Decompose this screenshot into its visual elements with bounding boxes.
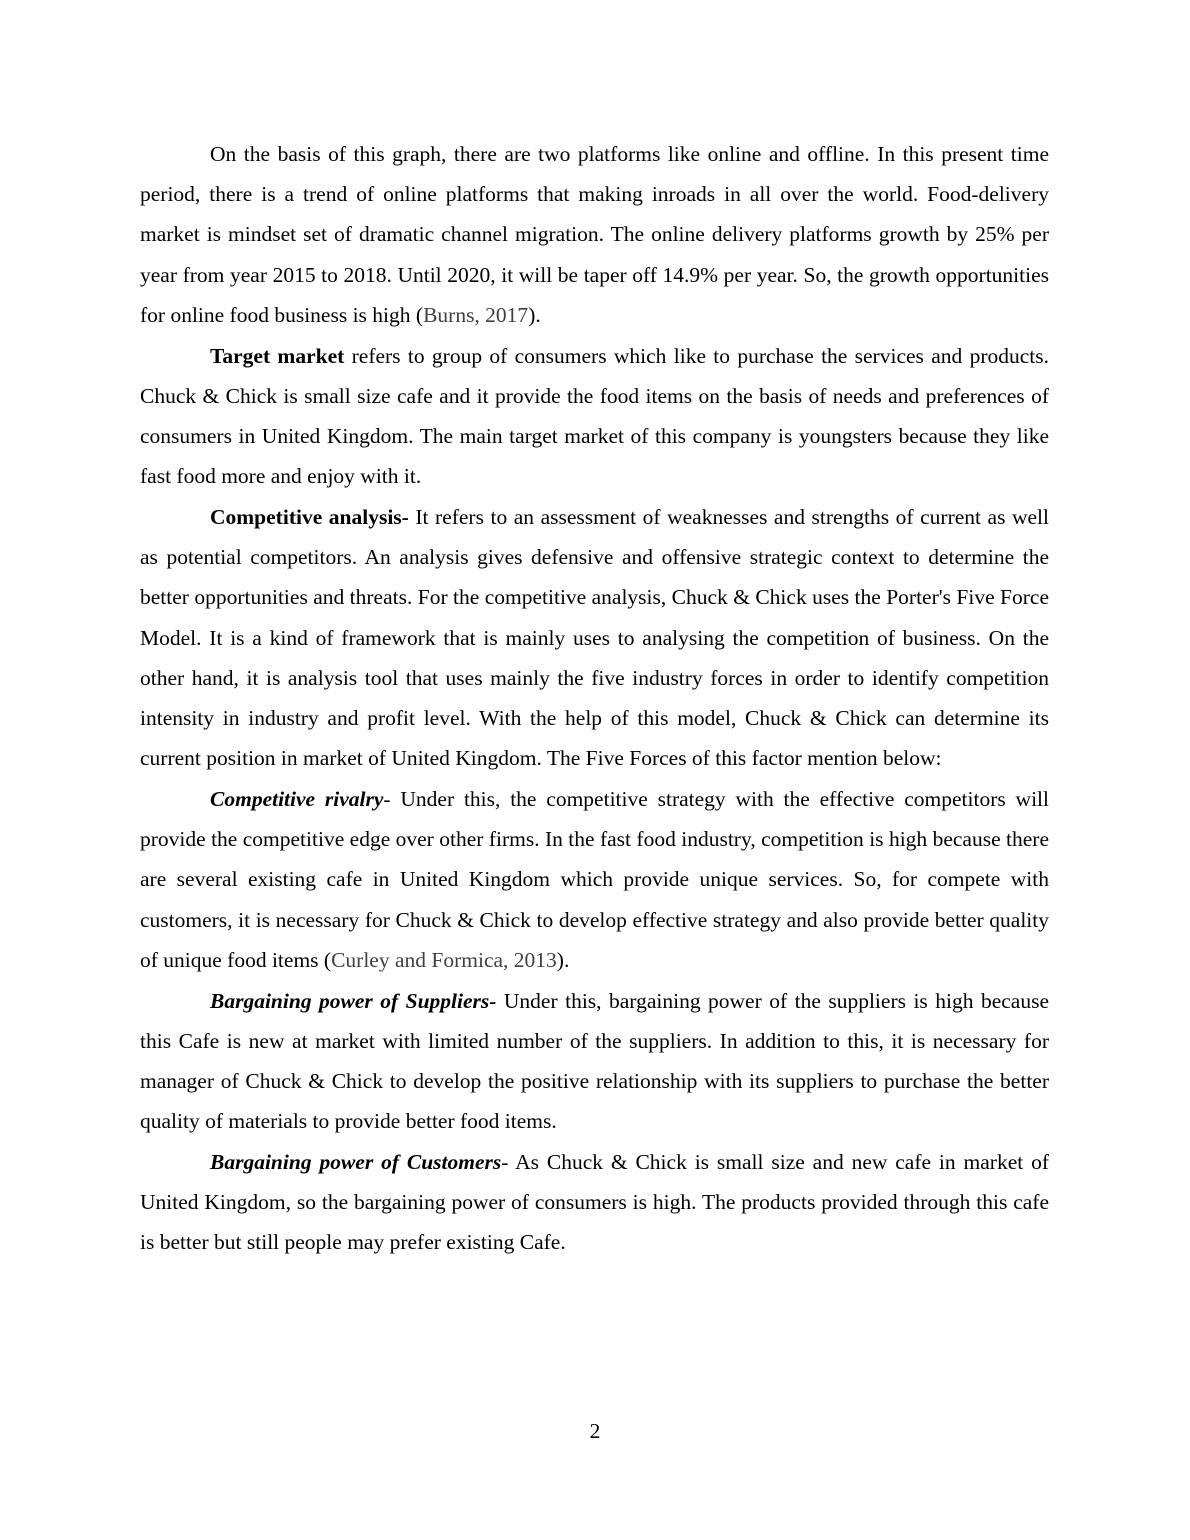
paragraph-competitive-rivalry <box>140 779 1049 980</box>
paragraph-text: It refers to an assessment of weaknesses and strengths of current as well as potential competitors. An analysis gives defensive and offensive strategic context to determine the better opportunities and threats. For the competitive analysis, Chuck & Chick uses the Porter's Five Force Model. It is a kind of framework that is mainly uses to analysing the competition of business. On the other hand, it is analysis tool that uses mainly the five industry forces in order to identify competition intensity in industry and profit level. With the help of this model, Chuck & Chick can determine its current position in market of United Kingdom. The Five Forces of this factor mention below: <box>140 505 1049 771</box>
paragraph-target-market <box>140 336 1049 497</box>
page-number: 2 <box>589 1419 601 1443</box>
document-page <box>140 134 1049 1263</box>
paragraph-online-platforms <box>140 134 1049 335</box>
paragraph-text: refers to group of consumers which like to purchase the services and products. Chuck & Chick is small size cafe and it provide the food items on the basis of needs and preferences of consumers in United Kingdom. The main target market of this company is youngsters because they like fast food more and enjoy with it. <box>140 343 1049 489</box>
paragraph-customer-power <box>140 1142 1049 1263</box>
paragraph-end: ). <box>528 302 541 327</box>
paragraph-competitive-analysis <box>140 497 1049 778</box>
heading-competitive-analysis: Competitive analysis- <box>210 505 409 530</box>
citation-curley-formica: Curley and Formica, 2013 <box>331 947 557 972</box>
heading-competitive-rivalry: Competitive rivalry <box>210 787 384 812</box>
citation-burns: Burns, 2017 <box>423 302 529 327</box>
paragraph-text: - Under this, the competitive strategy with the effective competitors will provide the competitive edge over other firms. In the fast food industry, competition is high because there are several existing cafe in United Kingdom which provide unique services. So, for compete with customers, it is necessary for Chuck & Chick to develop effective strategy and also provide better quality of unique food items ( <box>140 787 1049 972</box>
paragraph-text: Under this, bargaining power of the suppliers is high because this Cafe is new at market with limited number of the suppliers. In addition to this, it is necessary for manager of Chuck & Chick to develop the positive relationship with its suppliers to purchase the better quality of materials to provide better food items. <box>140 988 1049 1134</box>
paragraph-text: On the basis of this graph, there are two platforms like online and offline. In this present time period, there is a trend of online platforms that making inroads in all over the world. Food-delivery market is mindset set of dramatic channel migration. The online delivery platforms growth by 25% per year from year 2015 to 2018. Until 2020, it will be taper off 14.9% per year. So, the growth opportunities for online food business is high ( <box>140 142 1049 327</box>
heading-target-market: Target market <box>210 343 345 368</box>
heading-supplier-power: Bargaining power of Suppliers- <box>210 988 497 1013</box>
paragraph-end: ). <box>556 947 570 972</box>
paragraph-supplier-power <box>140 981 1049 1142</box>
heading-customer-power: Bargaining power of Customers <box>210 1150 502 1175</box>
paragraph-text: - As Chuck & Chick is small size and new cafe in market of United Kingdom, so the bargaining power of consumers is high. The products provided through this cafe is better but still people may prefer existing Cafe. <box>140 1150 1050 1255</box>
